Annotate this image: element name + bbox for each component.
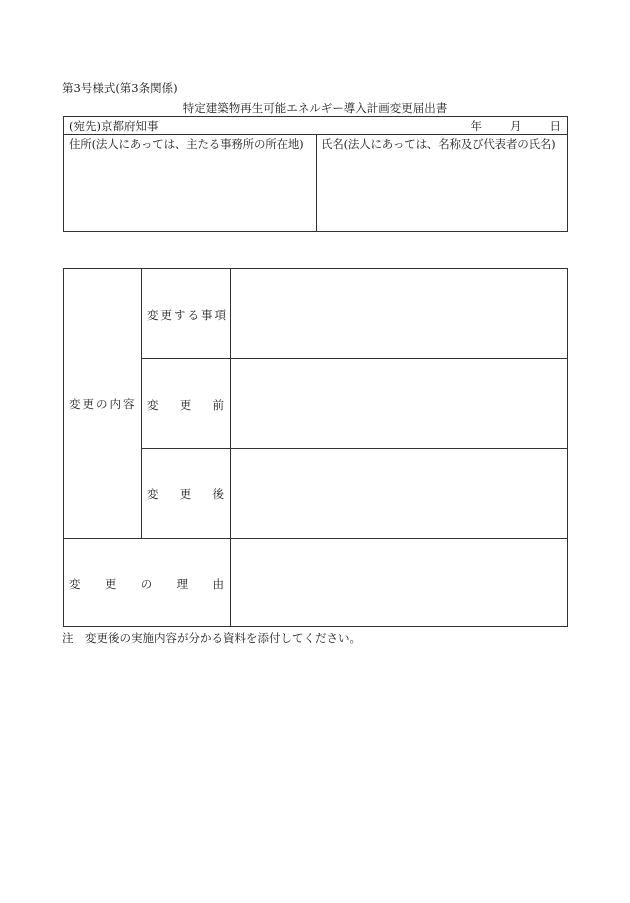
page-title: 特定建築物再生可能エネルギー導入計画変更届出書 xyxy=(182,101,448,115)
after-change-label: 変 更 後 xyxy=(147,487,224,501)
addressee: (宛先)京都府知事 xyxy=(69,119,159,133)
address-label: 住所(法人にあっては、主たる事務所の所在地) xyxy=(69,137,304,151)
date-day-label: 日 xyxy=(549,119,561,133)
change-item-field[interactable] xyxy=(235,273,563,355)
after-change-field[interactable] xyxy=(235,453,563,535)
footnote: 注 変更後の実施内容が分かる資料を添付してください。 xyxy=(62,631,361,645)
date-month-label: 月 xyxy=(510,119,522,133)
name-label: 氏名(法人にあっては、名称及び代表者の氏名) xyxy=(321,137,556,151)
divider xyxy=(64,538,567,539)
address-field[interactable] xyxy=(69,153,309,228)
divider xyxy=(141,358,567,359)
change-reason-label: 変 更 の 理 由 xyxy=(69,577,224,591)
divider xyxy=(141,269,142,538)
change-table xyxy=(63,268,568,627)
addressee-row xyxy=(64,117,567,135)
before-change-field[interactable] xyxy=(235,363,563,445)
before-change-label: 変 更 前 xyxy=(147,398,224,412)
date-year-label: 年 xyxy=(470,119,482,133)
column-divider xyxy=(316,134,317,231)
date-field[interactable] xyxy=(471,118,562,134)
change-reason-field[interactable] xyxy=(235,543,563,623)
name-field[interactable] xyxy=(321,153,561,228)
change-item-label: 変更する事項 xyxy=(147,308,228,322)
divider xyxy=(141,448,567,449)
form-number: 第3号様式(第3条関係) xyxy=(62,81,178,95)
submitter-table xyxy=(63,116,568,232)
change-content-label: 変更の内容 xyxy=(69,397,137,411)
